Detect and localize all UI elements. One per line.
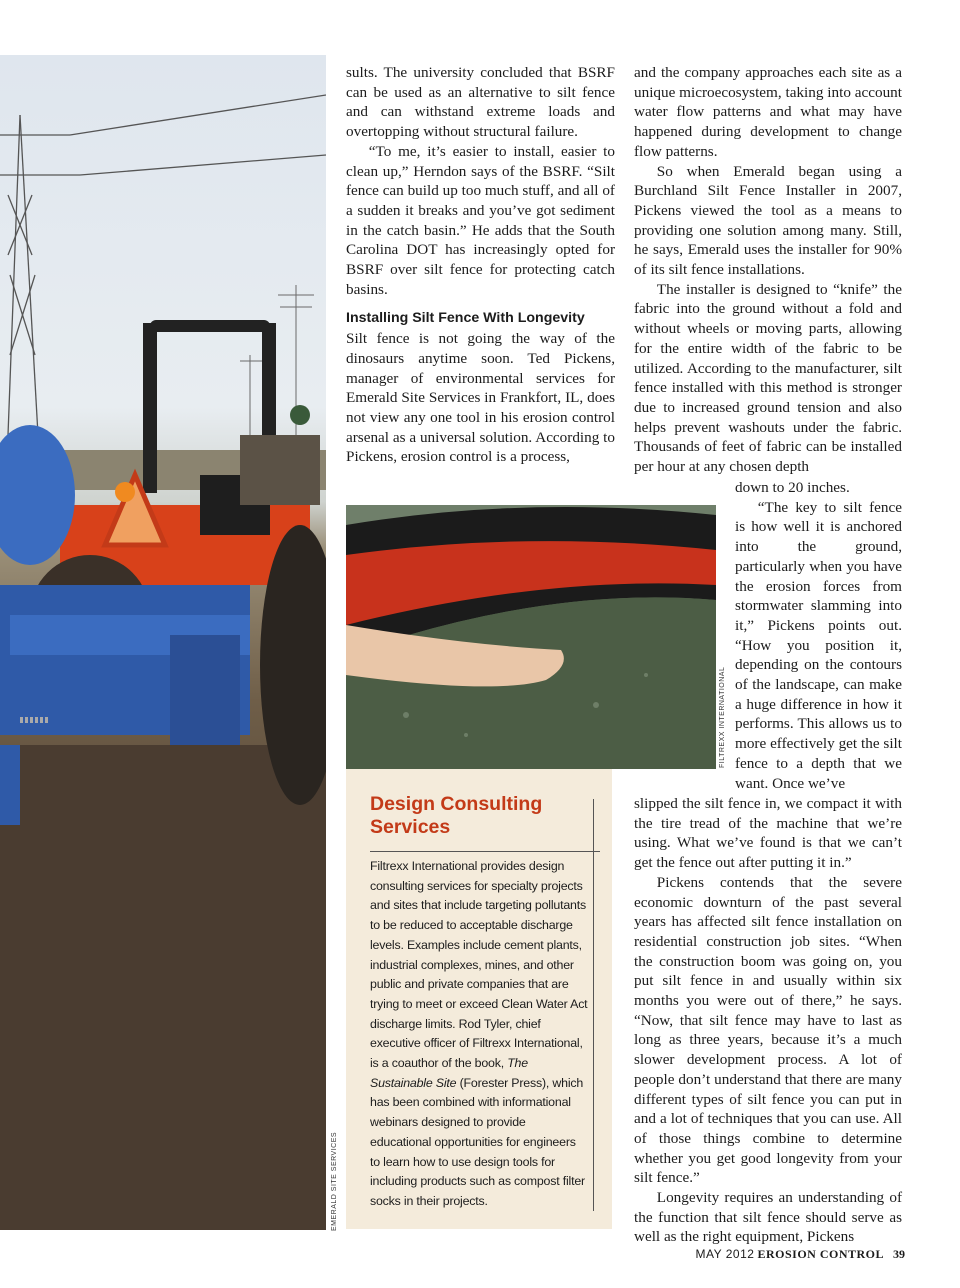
sidebar-rule — [593, 799, 594, 1211]
filter-sock-photo — [346, 505, 716, 769]
sidebar-title: Design Consulting Services — [370, 793, 543, 838]
page-footer — [696, 1247, 905, 1262]
paragraph: and the company approaches each site as a unique microecosystem, taking into account water flow patterns and what may have happened during development to change flow patterns. — [634, 64, 902, 160]
issue-date: MAY 2012 — [695, 1247, 755, 1261]
tractor-photo — [0, 55, 326, 1230]
filter-sock-illustration — [346, 505, 716, 769]
paragraph: Silt fence is not going the way of the dinosaurs anytime soon. Ted Pickens, manager of environmental services for Emerald Site Services in Frankfort, IL, does not view any one tool in his erosion control arsenal as a universal solution. According to Pickens, erosion control is a process, — [346, 330, 615, 466]
sidebar-divider — [370, 851, 600, 852]
article-column-2-wrap — [735, 478, 902, 793]
sidebar-text: (Forester Press), which has been combined with informational webinars designed to provide educational opportunities for engineers to learn how to use design tools for including products such as compost filter socks in their projects. — [370, 1075, 585, 1208]
paragraph: down to 20 inches. — [735, 479, 850, 496]
page-number: 39 — [893, 1247, 905, 1261]
paragraph: So when Emerald began using a Burchland Silt Fence Installer in 2007, Pickens viewed the tool as a means to providing one solution among many. Still, he says, Emerald uses the installer for 90% of its silt fence installations. — [634, 162, 902, 279]
paragraph: slipped the silt fence in, we compact it with the tire tread of the machine that we’re using. What we’ve found is that we can’t get the fence out after putting it in.” — [634, 795, 902, 872]
sidebar-body — [370, 857, 588, 1212]
operator-head — [290, 405, 310, 425]
paragraph: sults. The university concluded that BSRF can be used as an alternative to silt fence and can withstand extreme loads and overtopping without structural failure. — [346, 64, 615, 141]
operator — [240, 435, 320, 505]
article-column-2-top — [634, 63, 902, 477]
article-column-1 — [346, 63, 615, 467]
paragraph: “The key to silt fence is how well it is anchored into the ground, particularly when you have the erosion forces from stormwater slamming into it,” Pickens points out. “How you position it, depending on the contours of the landscape, can make a huge difference in how it performs. This allows us to more effectively get the silt fence to a depth that we want. Once we’ve — [735, 498, 902, 792]
article-column-2-bottom — [634, 794, 902, 1247]
paragraph: “To me, it’s easier to install, easier to clean up,” Herndon says of the BSRF. “Silt fence can build up too much stuff, and all of a sudden it breaks and you’ve got sediment in the catch basin.” He adds that the South Carolina DOT has increasingly opted for BSRF over silt fence for protecting catch basins. — [346, 142, 615, 298]
section-heading: Installing Silt Fence With Longevity — [346, 310, 585, 327]
sidebar-box — [346, 769, 612, 1229]
mid-photo-credit: FILTREXX INTERNATIONAL — [719, 666, 726, 768]
sidebar-text: Filtrexx International provides design consulting services for specialty projects and sites that include targeting pollutants to be reduced to acceptable discharge levels. Examples include cement plants, industrial complexes, mines, and other public and private companies that are trying to meet or exceed Clean Water Act discharge limits. Rod Tyler, chief executive officer of Filtrexx International, is a coauthor of the book, — [370, 859, 588, 1071]
left-photo-credit: EMERALD SITE SERVICES — [331, 1131, 338, 1231]
tractor-illustration — [0, 55, 326, 1230]
paragraph: Longevity requires an understanding of the function that silt fence should serve as well as the right equipment, Pickens — [634, 1189, 902, 1246]
paragraph: The installer is designed to “knife” the fabric into the ground without a fold and without wheels or moving parts, allowing for the entire width of the fabric to be utilized. According to the manufacturer, silt fence installed with this method is stronger due to increased ground tension and also helps prevent washouts under the fabric. Thousands of feet of fabric can be installed per hour at any chosen depth — [634, 280, 902, 476]
publication-name: EROSION CONTROL — [757, 1247, 884, 1261]
book-title: The Sustainable Site — [370, 1056, 528, 1090]
utility-poles — [240, 285, 314, 455]
paragraph: Pickens contends that the severe economic downturn of the past several years has affected silt fence installation on residential construction job sites. “When the construction boom was going on, you put silt fence in and usually within six months you were out of there,” he says. “Now, that silt fence may have to last as long as three years, because it’s a much slower development process. A lot of people don’t understand that there are many different types of silt fence you can put in and a lot of techniques that you can use. All of those things combine to determine whether you get good longevity from your silt fence.” — [634, 873, 902, 1187]
power-tower — [0, 95, 326, 435]
